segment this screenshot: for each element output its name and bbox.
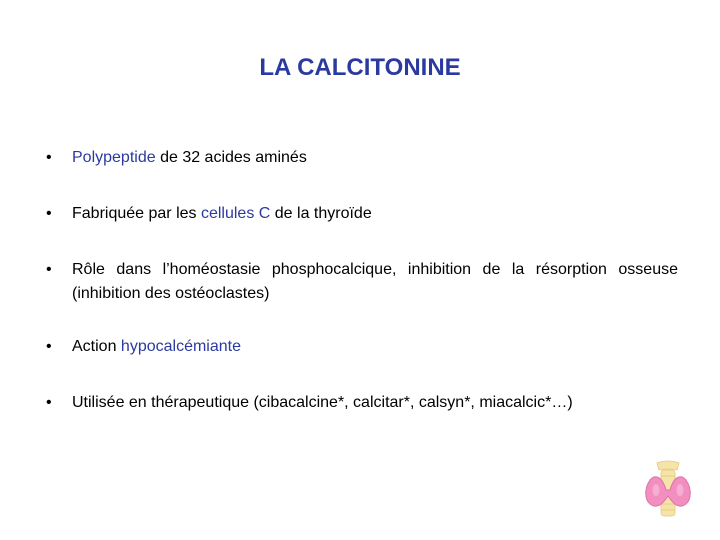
bullet-text: de 32 acides aminés: [155, 149, 307, 166]
highlight-polypeptide: Polypeptide: [72, 149, 156, 166]
bullet-text: Action: [72, 338, 121, 355]
bullet-item-action: [46, 335, 678, 359]
bullet-item-utilisee: [46, 391, 678, 415]
bullet-item-role: [46, 258, 678, 306]
highlight-hypocalcemiante: hypocalcémiante: [120, 338, 241, 355]
bullet-list: [46, 146, 678, 444]
slide-title: LA CALCITONINE: [259, 54, 461, 81]
bullet-item-polypeptide: [46, 146, 678, 170]
bullet-text: de la thyroïde: [270, 205, 372, 222]
bullet-text: Utilisée en thérapeutique (cibacalcine*, calcitar*, calsyn*, miacalcic*…): [72, 394, 573, 411]
bullet-marker: •: [46, 205, 52, 222]
thyroid-gland-icon: [642, 460, 694, 522]
bullet-text: Rôle dans l’homéostasie phosphocalcique, inhibition de la résorption osseuse (inhibition des ostéoclastes): [72, 261, 678, 302]
bullet-marker: •: [46, 261, 52, 278]
highlight-cellules-c: cellules C: [200, 205, 271, 222]
bullet-item-fabriquee: [46, 202, 678, 226]
bullet-marker: •: [46, 149, 52, 166]
bullet-marker: •: [46, 394, 52, 411]
bullet-text: Fabriquée par les: [72, 205, 201, 222]
bullet-marker: •: [46, 338, 52, 355]
